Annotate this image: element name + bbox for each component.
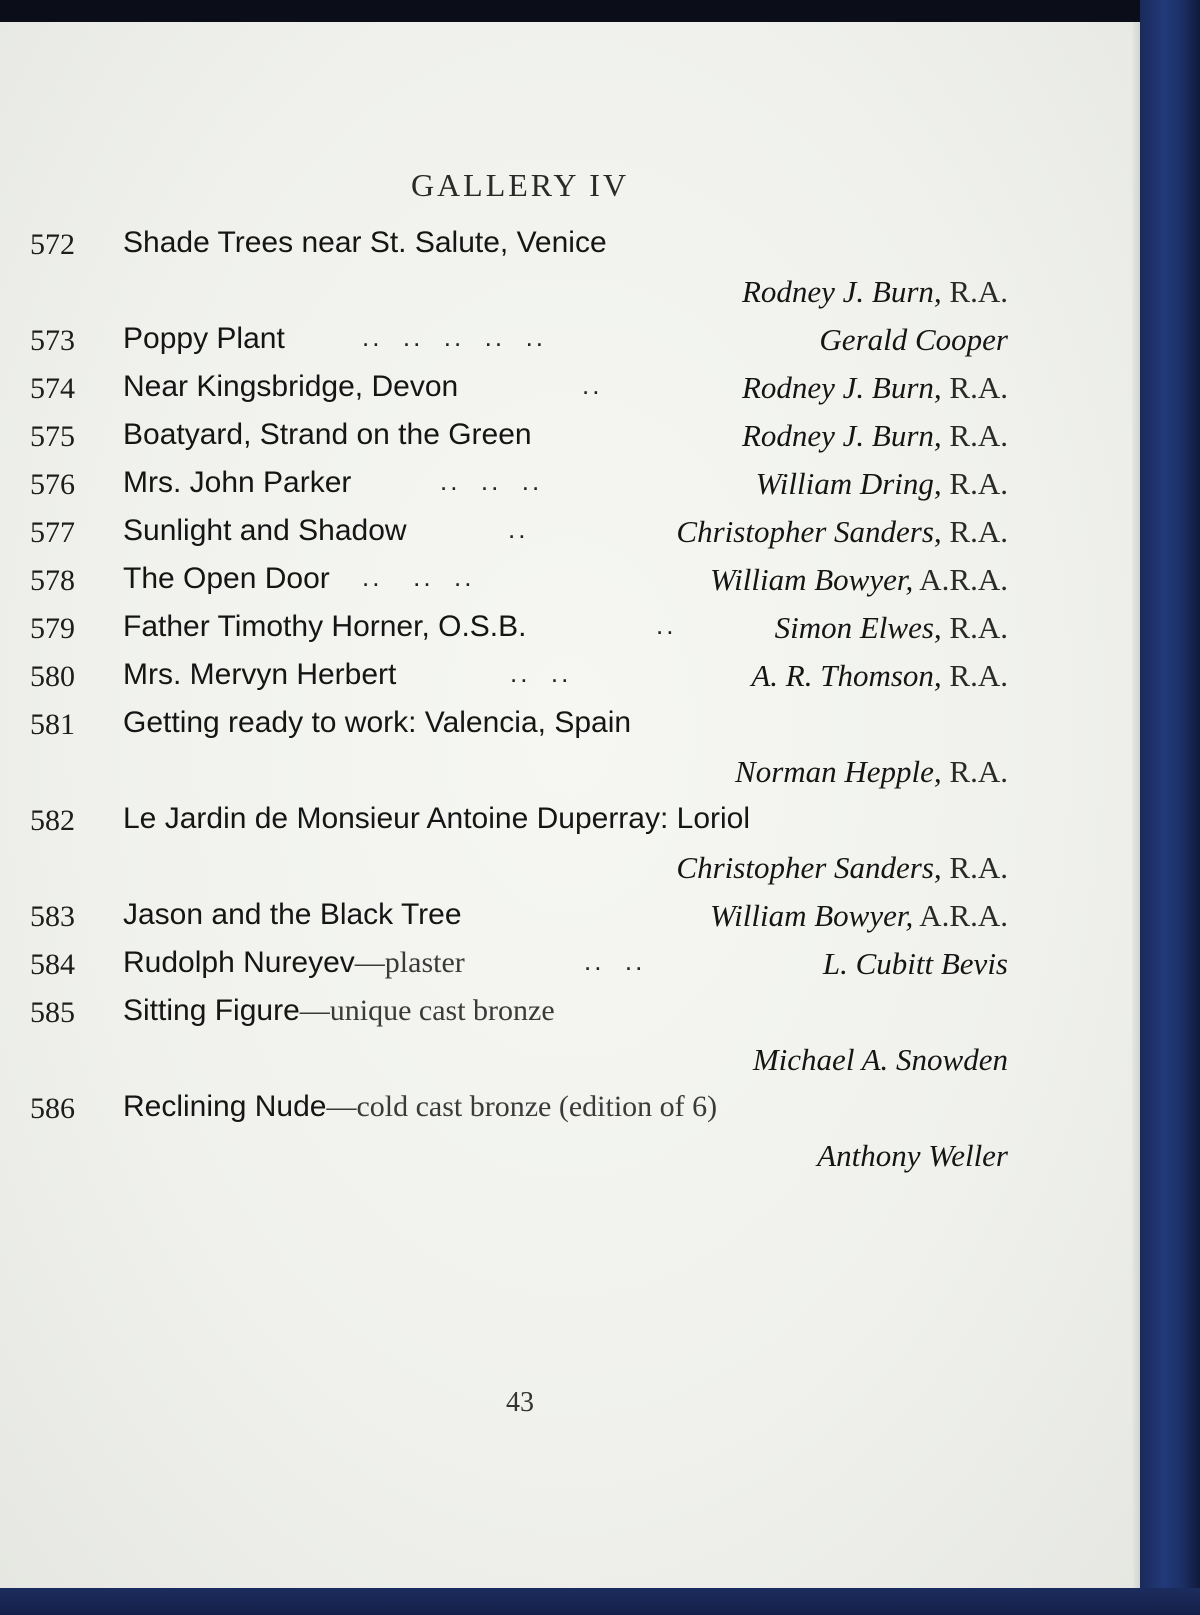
artist-name: William Bowyer, [710,562,914,597]
entry-title [123,1090,717,1124]
entry-number: 583 [30,900,75,933]
entry-title: The Open Door [123,562,330,595]
entry-number: 586 [30,1092,75,1125]
catalogue-entry [0,366,1138,414]
artist-name: Rodney J. Burn, [741,418,942,453]
leader-dots: .. [656,610,677,640]
catalogue-entry-artist-line [0,846,1138,894]
entry-artist [751,658,1008,694]
artist-honours: R.A. [941,514,1008,549]
leader-dots: .. [508,514,529,544]
entry-title: Mrs. Mervyn Herbert [123,658,397,691]
artist-name: Rodney J. Burn, [741,370,942,405]
catalogue-entry [0,222,1138,270]
catalogue-entry-artist-line [0,1038,1138,1086]
entry-number: 585 [30,996,75,1029]
entry-number: 577 [30,516,75,549]
entry-title-text: Reclining Nude [123,1090,327,1123]
leader-dots: .. .. .. [440,466,543,496]
entry-medium: —plaster [354,946,465,979]
artist-name: William Bowyer, [710,898,914,933]
entry-title: Boatyard, Strand on the Green [123,418,532,451]
artist-name: Christopher Sanders, [676,514,942,549]
entry-number: 579 [30,612,75,645]
artist-honours: R.A. [941,370,1008,405]
entry-artist [819,322,1008,358]
entry-title [123,994,555,1028]
entry-title: Shade Trees near St. Salute, Venice [123,226,607,259]
entry-artist [742,418,1008,454]
entry-number: 584 [30,948,75,981]
catalogue-entry-artist-line [0,750,1138,798]
catalogue-entry-artist-line [0,1134,1138,1182]
artist-honours: A.R.A. [913,898,1008,933]
artist-name: Simon Elwes, [774,610,942,645]
entry-artist [710,898,1008,934]
entry-artist [735,754,1008,790]
artist-honours: R.A. [941,274,1008,309]
entry-artist [676,850,1008,886]
entry-artist [742,370,1008,406]
entry-number: 573 [30,324,75,357]
entry-title: Le Jardin de Monsieur Antoine Duperray: Loriol [123,802,751,835]
book-cover [1140,0,1200,1615]
book-cover-bottom [0,1588,1200,1615]
catalogue-entry [0,990,1138,1038]
entry-number: 580 [30,660,75,693]
catalogue-entry [0,558,1138,606]
entry-medium: —unique cast bronze [299,994,555,1027]
catalogue-entry [0,414,1138,462]
entry-artist [710,562,1008,598]
entry-artist [742,274,1008,310]
catalogue-entry [0,798,1138,846]
artist-honours: R.A. [941,466,1008,501]
entry-number: 576 [30,468,75,501]
artist-name: William Dring, [755,466,942,501]
leader-dots: .. [582,370,603,400]
entry-title-text: Rudolph Nureyev [123,946,355,979]
artist-honours: R.A. [941,418,1008,453]
artist-name: Christopher Sanders, [676,850,942,885]
catalogue-entry [0,462,1138,510]
leader-dots: .. .. .. [362,562,475,592]
catalogue-entry [0,510,1138,558]
artist-name: Anthony Weller [817,1138,1008,1173]
catalogue-entry [0,942,1138,990]
entry-number: 581 [30,708,75,741]
entry-title: Sunlight and Shadow [123,514,407,547]
entry-artist [676,514,1008,550]
entry-artist [823,946,1008,982]
entry-artist [775,610,1008,646]
catalogue-entry [0,606,1138,654]
entry-title: Father Timothy Horner, O.S.B. [123,610,527,643]
catalogue-entry [0,702,1138,750]
artist-honours: R.A. [941,610,1008,645]
entry-title: Near Kingsbridge, Devon [123,370,459,403]
leader-dots: .. .. .. .. .. [362,322,547,352]
entry-title-text: Sitting Figure [123,994,300,1027]
entry-medium: —cold cast bronze (edition of 6) [326,1090,718,1123]
catalogue-entry [0,1086,1138,1134]
artist-name: Rodney J. Burn, [741,274,942,309]
entry-artist [817,1138,1008,1174]
leader-dots: .. .. [584,946,646,976]
entry-title: Jason and the Black Tree [123,898,462,931]
catalogue-page [0,22,1138,1588]
entry-artist [753,1042,1008,1078]
catalogue-entry-artist-line [0,270,1138,318]
artist-name: Michael A. Snowden [752,1042,1008,1077]
scan-top-border [0,0,1200,22]
page-heading: GALLERY IV [410,167,630,203]
leader-dots: .. .. [510,658,572,688]
page-number: 43 [506,1387,534,1418]
artist-name: Norman Hepple, [735,754,942,789]
artist-name: Gerald Cooper [819,322,1008,357]
entry-number: 575 [30,420,75,453]
entry-artist [756,466,1008,502]
entry-title: Poppy Plant [123,322,285,355]
entry-title: Mrs. John Parker [123,466,352,499]
entry-number: 582 [30,804,75,837]
artist-honours: A.R.A. [913,562,1008,597]
artist-name: A. R. Thomson, [751,658,942,693]
entry-number: 578 [30,564,75,597]
artist-honours: R.A. [941,658,1008,693]
entry-number: 574 [30,372,75,405]
entry-title [123,946,465,980]
catalogue-entry [0,894,1138,942]
catalogue-entry [0,318,1138,366]
artist-name: L. Cubitt Bevis [822,946,1008,981]
catalogue-entry [0,654,1138,702]
artist-honours: R.A. [941,850,1008,885]
entry-title: Getting ready to work: Valencia, Spain [123,706,632,739]
entry-number: 572 [30,228,75,261]
artist-honours: R.A. [941,754,1008,789]
